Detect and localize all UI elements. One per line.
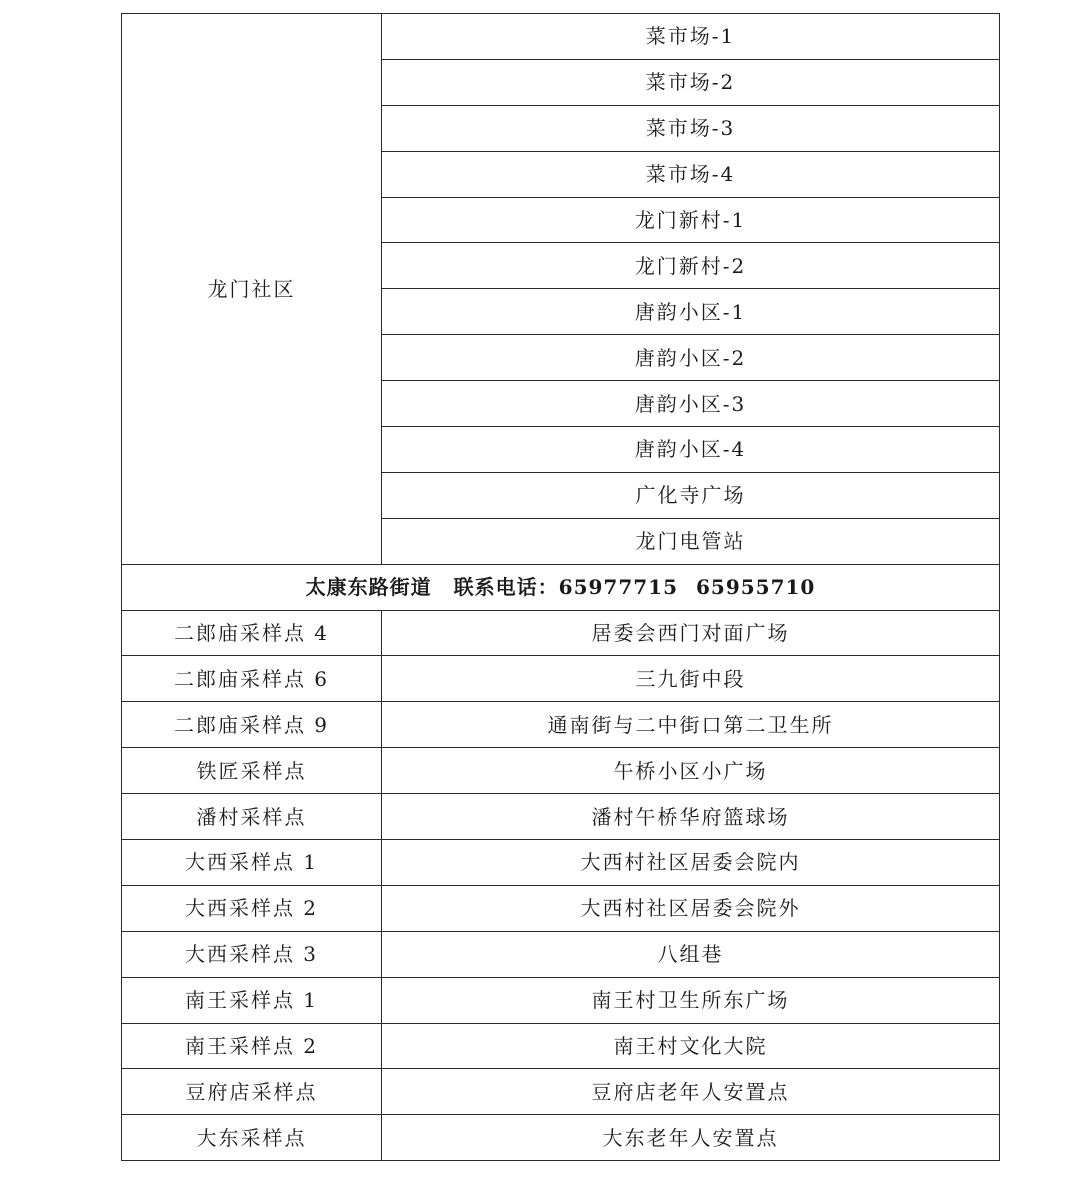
- table-row: [122, 885, 1000, 931]
- table-row: [122, 977, 1000, 1023]
- table-row: [122, 702, 1000, 748]
- table-row: [122, 1115, 1000, 1161]
- location-cell: 大西村社区居委会院外: [382, 885, 1000, 931]
- sampling-point-cell: 二郎庙采样点 4: [122, 610, 382, 656]
- phone-number-2: 65955710: [696, 575, 816, 600]
- location-cell: 居委会西门对面广场: [382, 610, 1000, 656]
- table-row: [122, 14, 1000, 60]
- table-row: [122, 840, 1000, 886]
- table-row: [122, 931, 1000, 977]
- site-cell: 龙门新村-2: [382, 243, 1000, 289]
- location-cell: 豆府店老年人安置点: [382, 1069, 1000, 1115]
- table-row: [122, 1069, 1000, 1115]
- site-cell: 龙门电管站: [382, 518, 1000, 564]
- sampling-point-cell: 大西采样点 1: [122, 840, 382, 886]
- site-cell: 广化寺广场: [382, 472, 1000, 518]
- sampling-point-cell: 二郎庙采样点 6: [122, 656, 382, 702]
- sampling-sites-table: [121, 13, 1000, 1161]
- location-cell: 大西村社区居委会院内: [382, 840, 1000, 886]
- community-cell: 龙门社区: [122, 14, 382, 565]
- site-cell: 菜市场-2: [382, 59, 1000, 105]
- table-row: [122, 610, 1000, 656]
- table-row: [122, 1023, 1000, 1069]
- site-cell: 菜市场-3: [382, 105, 1000, 151]
- contact-label: 联系电话：: [453, 575, 559, 600]
- sampling-point-cell: 豆府店采样点: [122, 1069, 382, 1115]
- site-cell: 龙门新村-1: [382, 197, 1000, 243]
- location-cell: 通南街与二中街口第二卫生所: [382, 702, 1000, 748]
- sampling-point-cell: 潘村采样点: [122, 794, 382, 840]
- location-cell: 南王村卫生所东广场: [382, 977, 1000, 1023]
- sampling-point-cell: 南王采样点 1: [122, 977, 382, 1023]
- site-cell: 唐韵小区-4: [382, 427, 1000, 473]
- sampling-point-cell: 大西采样点 2: [122, 885, 382, 931]
- location-cell: 八组巷: [382, 931, 1000, 977]
- location-cell: 南王村文化大院: [382, 1023, 1000, 1069]
- sampling-point-cell: 大东采样点: [122, 1115, 382, 1161]
- sampling-point-cell: 南王采样点 2: [122, 1023, 382, 1069]
- location-cell: 午桥小区小广场: [382, 748, 1000, 794]
- sampling-point-cell: 大西采样点 3: [122, 931, 382, 977]
- table-row: [122, 748, 1000, 794]
- site-cell: 唐韵小区-1: [382, 289, 1000, 335]
- site-cell: 唐韵小区-3: [382, 381, 1000, 427]
- site-cell: 菜市场-4: [382, 151, 1000, 197]
- sampling-point-cell: 二郎庙采样点 9: [122, 702, 382, 748]
- table-row: [122, 656, 1000, 702]
- phone-number-1: 65977715: [558, 575, 678, 600]
- site-cell: 菜市场-1: [382, 14, 1000, 60]
- location-cell: 大东老年人安置点: [382, 1115, 1000, 1161]
- sampling-point-cell: 铁匠采样点: [122, 748, 382, 794]
- section-header-row: [122, 564, 1000, 610]
- table-row: [122, 794, 1000, 840]
- location-cell: 三九街中段: [382, 656, 1000, 702]
- location-cell: 潘村午桥华府篮球场: [382, 794, 1000, 840]
- site-cell: 唐韵小区-2: [382, 335, 1000, 381]
- section-header: [122, 564, 1000, 610]
- street-name: 太康东路街道: [305, 575, 432, 600]
